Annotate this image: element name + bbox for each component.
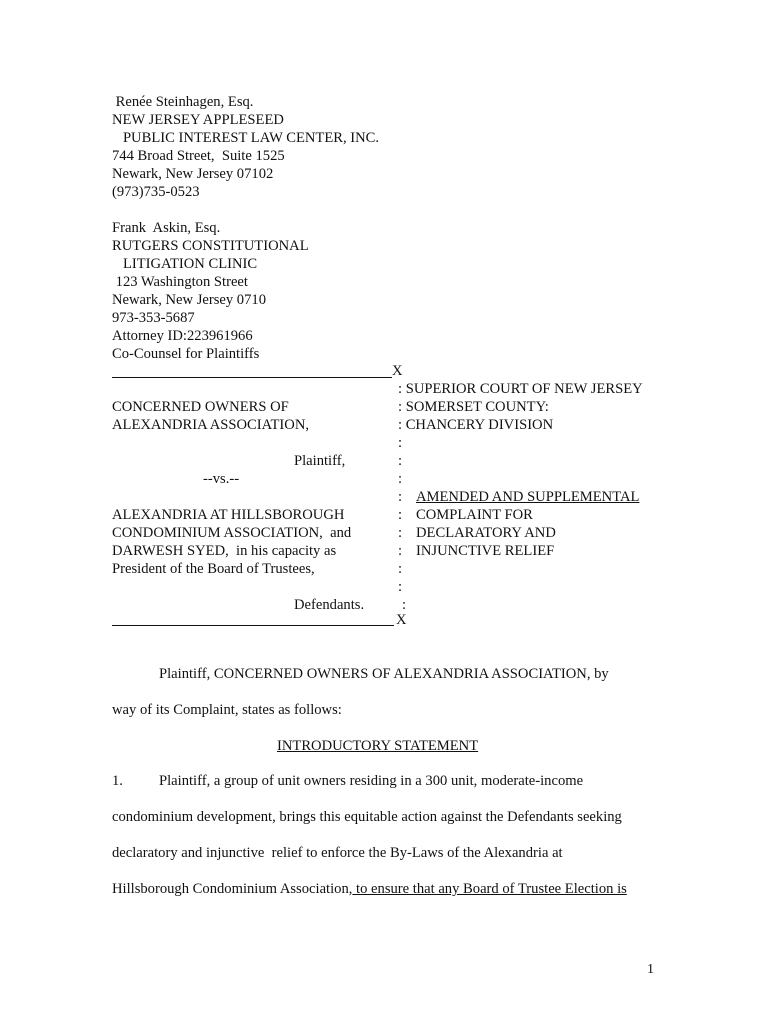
court-name-line: : SUPERIOR COURT OF NEW JERSEY — [398, 381, 643, 397]
opening-paragraph-line: way of its Complaint, states as follows: — [112, 702, 342, 718]
paragraph-line — [112, 880, 627, 898]
counsel-line: 744 Broad Street, Suite 1525 — [112, 148, 285, 164]
pleading-title-line: AMENDED AND SUPPLEMENTAL — [416, 489, 640, 505]
caption-colon: : — [398, 543, 403, 559]
court-division-line: : CHANCERY DIVISION — [398, 417, 554, 433]
paragraph-line: declaratory and injunctive relief to enforce the By-Laws of the Alexandria at — [112, 845, 563, 861]
paragraph-line: condominium development, brings this equitable action against the Defendants seeking — [112, 809, 622, 825]
defendant-line: DARWESH SYED, in his capacity as — [112, 543, 337, 559]
counsel-line: PUBLIC INTEREST LAW CENTER, INC. — [112, 130, 380, 146]
pleading-title-line: INJUNCTIVE RELIEF — [416, 543, 555, 559]
caption-colon: : — [398, 453, 403, 469]
paragraph-line: Plaintiff, a group of unit owners residing in a 300 unit, moderate-income — [159, 773, 584, 789]
caption-bottom-x: X — [396, 612, 407, 628]
counsel-line: Frank Askin, Esq. — [112, 220, 221, 236]
section-heading: INTRODUCTORY STATEMENT — [277, 738, 479, 754]
counsel-line: Attorney ID:223961966 — [112, 328, 253, 344]
counsel-line: NEW JERSEY APPLESEED — [112, 112, 284, 128]
counsel-line: Newark, New Jersey 07102 — [112, 166, 274, 182]
paragraph-text: Hillsborough Condominium Association, — [112, 881, 353, 897]
counsel-line: 123 Washington Street — [112, 274, 248, 290]
pleading-title-line: DECLARATORY AND — [416, 525, 556, 541]
court-county-line: : SOMERSET COUNTY: — [398, 399, 549, 415]
caption-colon: : — [398, 561, 403, 577]
caption-colon: : — [402, 597, 407, 613]
paragraph-underlined-text: to ensure that any Board of Trustee Election is — [352, 881, 627, 897]
counsel-line: Co-Counsel for Plaintiffs — [112, 346, 260, 362]
pleading-title-line: COMPLAINT FOR — [416, 507, 533, 523]
caption-colon: : — [398, 579, 403, 595]
caption-bottom-rule — [112, 625, 394, 626]
counsel-line: RUTGERS CONSTITUTIONAL — [112, 238, 309, 254]
plaintiff-role: Plaintiff, — [294, 453, 346, 469]
counsel-line: Renée Steinhagen, Esq. — [112, 94, 254, 110]
counsel-line: Newark, New Jersey 0710 — [112, 292, 266, 308]
paragraph-number: 1. — [112, 773, 123, 789]
caption-top-x: X — [392, 363, 403, 379]
defendant-line: President of the Board of Trustees, — [112, 561, 315, 577]
defendant-line: ALEXANDRIA AT HILLSBOROUGH — [112, 507, 345, 523]
counsel-line: (973)735-0523 — [112, 184, 200, 200]
counsel-line: LITIGATION CLINIC — [112, 256, 258, 272]
caption-colon: : — [398, 507, 403, 523]
caption-colon: : — [398, 489, 403, 505]
defendant-role: Defendants. — [294, 597, 365, 613]
caption-top-rule — [112, 377, 392, 378]
caption-colon: : — [398, 525, 403, 541]
defendant-line: CONDOMINIUM ASSOCIATION, and — [112, 525, 352, 541]
opening-paragraph-line: Plaintiff, CONCERNED OWNERS OF ALEXANDRIA ASSOCIATION, by — [159, 666, 609, 682]
plaintiff-name-line: CONCERNED OWNERS OF — [112, 399, 289, 415]
caption-colon: : — [398, 435, 403, 451]
counsel-line: 973-353-5687 — [112, 310, 195, 326]
caption-colon: : — [398, 471, 403, 487]
plaintiff-name-line: ALEXANDRIA ASSOCIATION, — [112, 417, 310, 433]
versus-label: --vs.-- — [203, 471, 240, 487]
page-number: 1 — [647, 962, 654, 977]
